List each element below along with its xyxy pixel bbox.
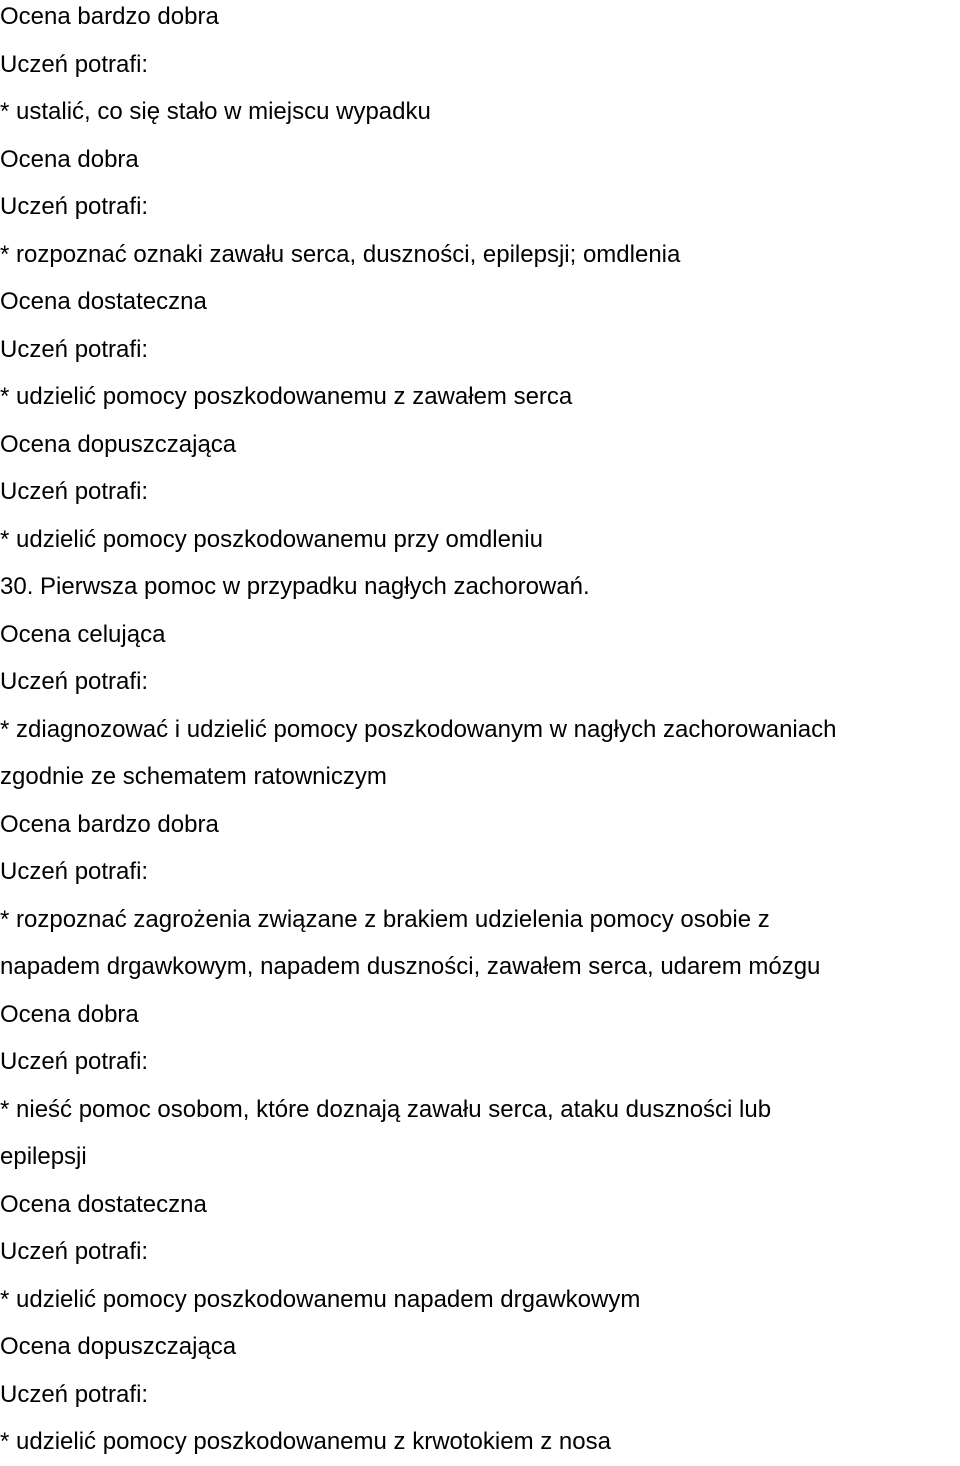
student-can-label: Uczeń potrafi:	[0, 335, 149, 363]
requirement-item: * zdiagnozować i udzielić pomocy poszkodowanym w nagłych zachorowaniach	[0, 715, 837, 743]
grade-heading: Ocena celująca	[0, 620, 166, 648]
requirement-item: * udzielić pomocy poszkodowanemu z krwotokiem z nosa	[0, 1428, 611, 1455]
grade-heading: Ocena dostateczna	[0, 1190, 207, 1218]
section-title: 30. Pierwsza pomoc w przypadku nagłych zachorowań.	[0, 573, 590, 600]
requirement-item: * udzielić pomocy poszkodowanemu napadem drgawkowym	[0, 1285, 641, 1313]
requirement-item: * udzielić pomocy poszkodowanemu przy omdleniu	[0, 525, 543, 553]
requirement-item: * nieść pomoc osobom, które doznają zawału serca, ataku duszności lub	[0, 1095, 772, 1123]
student-can-label: Uczeń potrafi:	[0, 858, 149, 885]
student-can-label: Uczeń potrafi:	[0, 1048, 149, 1075]
grade-heading: Ocena bardzo dobra	[0, 810, 219, 838]
requirement-item: * udzielić pomocy poszkodowanemu z zawałem serca	[0, 383, 573, 410]
grade-heading: Ocena dobra	[0, 1000, 139, 1028]
requirement-item: * rozpoznać zagrożenia związane z brakiem udzielenia pomocy osobie z	[0, 905, 770, 933]
student-can-label: Uczeń potrafi:	[0, 50, 149, 78]
requirement-item: * ustalić, co się stało w miejscu wypadku	[0, 98, 431, 125]
grade-heading: Ocena bardzo dobra	[0, 3, 219, 30]
grade-heading: Ocena dopuszczająca	[0, 430, 237, 458]
student-can-label: Uczeń potrafi:	[0, 193, 149, 220]
requirement-item: * rozpoznać oznaki zawału serca, duszności, epilepsji; omdlenia	[0, 240, 681, 268]
student-can-label: Uczeń potrafi:	[0, 1238, 149, 1265]
grade-heading: Ocena dopuszczająca	[0, 1333, 237, 1360]
requirement-item-continuation: napadem drgawkowym, napadem duszności, zawałem serca, udarem mózgu	[0, 953, 821, 980]
student-can-label: Uczeń potrafi:	[0, 668, 149, 695]
requirement-item-continuation: epilepsji	[0, 1143, 87, 1170]
grade-heading: Ocena dostateczna	[0, 288, 207, 315]
grade-heading: Ocena dobra	[0, 145, 139, 173]
student-can-label: Uczeń potrafi:	[0, 1380, 149, 1408]
requirement-item-continuation: zgodnie ze schematem ratowniczym	[0, 763, 387, 790]
student-can-label: Uczeń potrafi:	[0, 478, 149, 505]
